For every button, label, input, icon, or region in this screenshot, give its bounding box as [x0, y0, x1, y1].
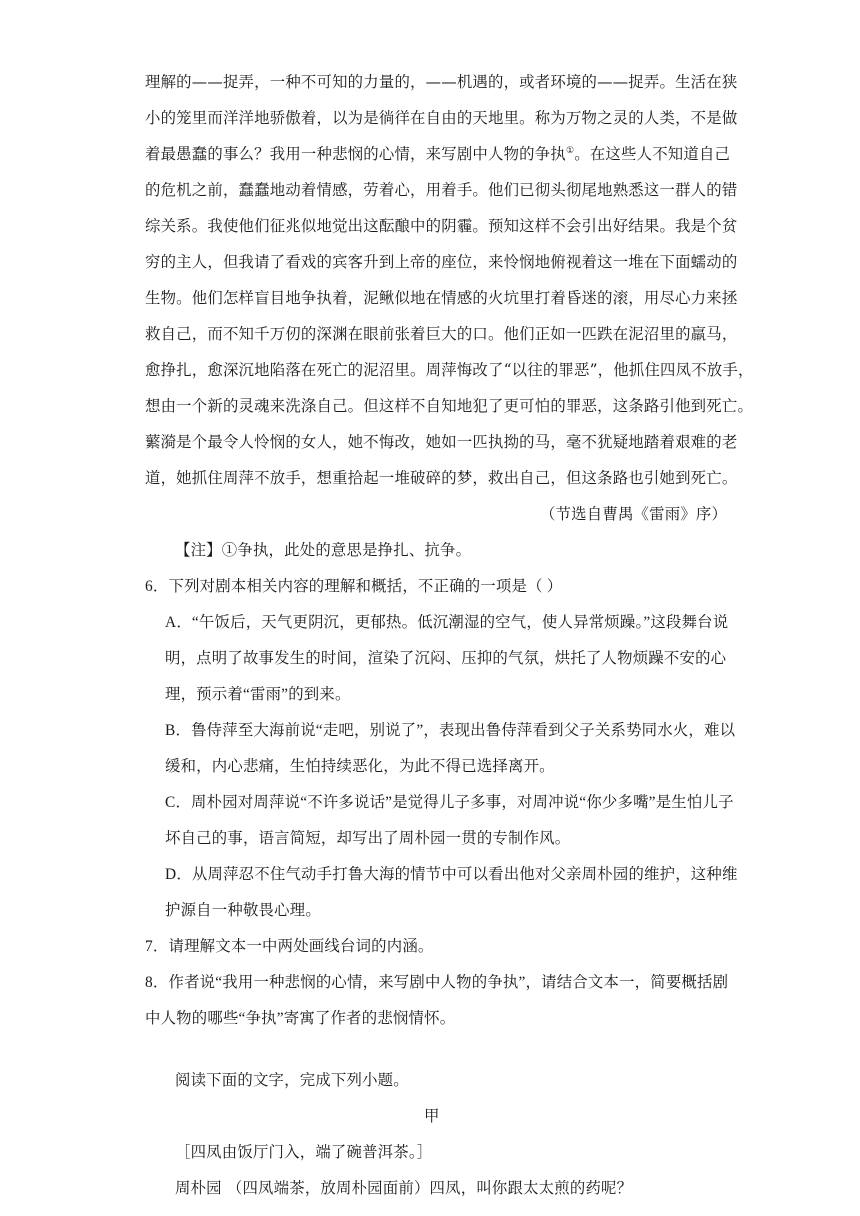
question-7: 7．请理解文本一中两处画线台词的内涵。 — [145, 938, 434, 955]
question-8-line-1: 8．作者说“我用一种悲悯的心情，来写剧中人物的争执”，请结合文本一，简要概括剧 — [145, 974, 729, 991]
passage-line-8: 救自己，而不知千万仞的深渊在眼前张着巨大的口。他们正如一匹跌在泥沼里的羸马， — [145, 325, 738, 343]
question-6-option-b-line-1: B．鲁侍萍至大海前说“走吧，别说了”，表现出鲁侍萍看到父子关系势同水火，难以 — [165, 722, 736, 739]
footnote: 【注】①争执，此处的意思是挣扎、抗争。 — [175, 542, 472, 559]
section-instruction: 阅读下面的文字，完成下列小题。 — [175, 1072, 409, 1089]
passage-line-3 — [145, 142, 730, 164]
passage-line-3-text: 着最愚蠢的事么？我用一种悲悯的心情，来写剧中人物的争执 — [145, 145, 566, 163]
dialogue-line: 周朴园 （四凤端茶，放周朴园面前）四凤，叫你跟太太煎的药呢？ — [175, 1179, 633, 1197]
passage-line-6: 穷的主人，但我请了看戏的宾客升到上帝的座位，来怜悯地俯视着这一堆在下面蠕动的 — [145, 253, 738, 271]
question-6-option-b-line-2: 缓和，内心悲痛，生怕持续恶化，为此不得已选择离开。 — [165, 758, 555, 775]
question-6-option-d-line-1: D．从周萍忍不住气动手打鲁大海的情节中可以看出他对父亲周朴园的维护，这种维 — [165, 866, 738, 883]
passage-line-10: 想由一个新的灵魂来洗涤自己。但这样不自知地犯了更可怕的罪恶，这条路引他到死亡。 — [145, 397, 754, 415]
question-6-option-a-line-1: A．“午饭后，天气更阴沉，更郁热。低沉潮湿的空气，使人异常烦躁。”这段舞台说 — [165, 614, 729, 631]
passage-line-9: 愈挣扎，愈深沉地陷落在死亡的泥沼里。周萍悔改了“以往的罪恶”，他抓住四凤不放手， — [145, 361, 754, 379]
passage-line-7: 生物。他们怎样盲目地争执着，泥鳅似地在情感的火坑里打着昏迷的滚，用尽心力来拯 — [145, 289, 738, 307]
question-6: 6．下列对剧本相关内容的理解和概括，不正确的一项是（ ） — [145, 578, 563, 595]
question-6-option-c-line-2: 坏自己的事，语言简短，却写出了周朴园一贯的专制作风。 — [165, 830, 571, 847]
passage-line-5: 综关系。我使他们征兆似地觉出这酝酿中的阴霾。预知这样不会引出好结果。我是个贫 — [145, 217, 738, 235]
question-6-option-a-line-3: 理，预示着“雷雨”的到来。 — [165, 686, 351, 703]
passage-line-11: 蘩漪是个最令人怜悯的女人，她不悔改，她如一匹执拗的马，毫不犹疑地踏着艰难的老 — [145, 433, 738, 451]
section-heading: 甲 — [424, 1107, 440, 1125]
passage-line-4: 的危机之前，蠢蠢地动着情感，劳着心，用着手。他们已彻头彻尾地熟悉这一群人的错 — [145, 181, 738, 199]
passage-line-12: 道，她抓住周萍不放手，想重拾起一堆破碎的梦，救出自己，但这条路也引她到死亡。 — [145, 469, 738, 487]
source-citation: （节选自曹禺《雷雨》序） — [540, 505, 728, 523]
passage-line-2: 小的笼里而洋洋地骄傲着，以为是徜徉在自由的天地里。称为万物之灵的人类，不是做 — [145, 109, 738, 127]
question-6-option-a-line-2: 明，点明了故事发生的时间，渲染了沉闷、压抑的气氛，烘托了人物烦躁不安的心 — [165, 650, 727, 667]
question-6-option-c-line-1: C．周朴园对周萍说“不许多说话”是觉得儿子多事，对周冲说“你少多嘴”是生怕儿子 — [165, 794, 734, 811]
question-8-line-2: 中人物的哪些“争执”寄寓了作者的悲悯情怀。 — [145, 1010, 456, 1027]
question-6-option-d-line-2: 护源自一种敬畏心理。 — [165, 902, 321, 919]
footnote-mark: ① — [565, 145, 575, 156]
stage-direction: ［四凤由饭厅门入，端了碗普洱茶。］ — [175, 1143, 433, 1161]
passage-line-1: 理解的——捉弄，一种不可知的力量的，——机遇的，或者环境的——捉弄。生活在狭 — [145, 73, 738, 91]
passage-line-3-tail: 。在这些人不知道自己 — [574, 145, 731, 163]
